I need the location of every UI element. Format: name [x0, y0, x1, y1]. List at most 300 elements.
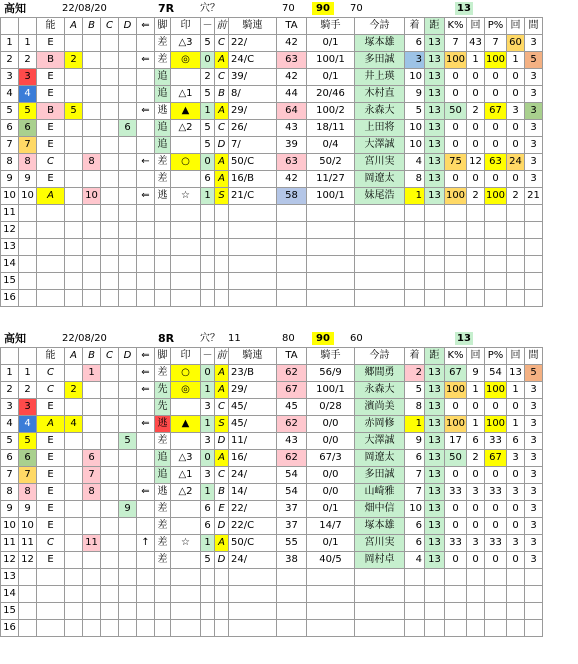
rank-d[interactable]	[119, 382, 137, 399]
distance[interactable]: 13	[425, 120, 445, 137]
row-number[interactable]: 1	[1, 35, 19, 52]
kisou-rate[interactable]: 14/	[229, 484, 277, 501]
prev-grade[interactable]: A	[215, 365, 229, 382]
empty-cell[interactable]	[137, 273, 155, 290]
rank-c[interactable]	[101, 535, 119, 552]
k-count[interactable]: 1	[467, 52, 485, 69]
prediction-mark[interactable]: ☆	[171, 535, 201, 552]
empty-cell[interactable]	[277, 256, 307, 273]
prediction-mark[interactable]	[171, 518, 201, 535]
rank-c[interactable]	[101, 188, 119, 205]
k-count[interactable]: 1	[467, 416, 485, 433]
trainer-name[interactable]: 多田誠	[355, 467, 405, 484]
rank-b[interactable]	[83, 518, 101, 535]
rank-d[interactable]	[119, 52, 137, 69]
empty-cell[interactable]	[137, 239, 155, 256]
arrow-mark[interactable]	[137, 501, 155, 518]
rank-d[interactable]	[119, 552, 137, 569]
empty-cell[interactable]	[83, 222, 101, 239]
empty-cell[interactable]	[155, 222, 171, 239]
empty-cell[interactable]	[277, 290, 307, 307]
interval[interactable]: 3	[525, 103, 543, 120]
prediction-mark[interactable]: △2	[171, 120, 201, 137]
row-number[interactable]: 10	[1, 518, 19, 535]
rank-c[interactable]	[101, 382, 119, 399]
empty-cell[interactable]	[155, 586, 171, 603]
empty-cell[interactable]	[485, 273, 507, 290]
gate-number[interactable]: 6	[19, 120, 37, 137]
prev-grade[interactable]: C	[215, 35, 229, 52]
empty-cell[interactable]	[19, 620, 37, 637]
ta-value[interactable]: 42	[277, 69, 307, 86]
rank-a[interactable]	[65, 365, 83, 382]
k-count[interactable]: 1	[467, 382, 485, 399]
empty-cell[interactable]	[485, 222, 507, 239]
empty-cell[interactable]	[229, 620, 277, 637]
trainer-name[interactable]: 大澤誠	[355, 433, 405, 450]
empty-cell[interactable]	[101, 586, 119, 603]
rank-a[interactable]	[65, 188, 83, 205]
finish-position[interactable]: 4	[405, 552, 425, 569]
empty-cell[interactable]	[277, 205, 307, 222]
row-number[interactable]: 7	[1, 467, 19, 484]
rank-b[interactable]	[83, 552, 101, 569]
empty-cell[interactable]	[19, 256, 37, 273]
empty-cell[interactable]	[171, 290, 201, 307]
jockey-rate[interactable]: 40/5	[307, 552, 355, 569]
trainer-name[interactable]: 濱尚美	[355, 399, 405, 416]
jockey-rate[interactable]: 11/27	[307, 171, 355, 188]
distance[interactable]: 13	[425, 365, 445, 382]
trainer-name[interactable]: 永森大	[355, 382, 405, 399]
prev-position[interactable]: 3	[201, 433, 215, 450]
empty-cell[interactable]	[215, 222, 229, 239]
ability-grade[interactable]: B	[37, 52, 65, 69]
rank-d[interactable]	[119, 518, 137, 535]
distance[interactable]: 13	[425, 518, 445, 535]
arrow-mark[interactable]	[137, 120, 155, 137]
prev-position[interactable]: 5	[201, 35, 215, 52]
p-count[interactable]: 2	[507, 188, 525, 205]
k-count[interactable]: 6	[467, 433, 485, 450]
empty-cell[interactable]	[171, 256, 201, 273]
jockey-rate[interactable]: 14/7	[307, 518, 355, 535]
rank-d[interactable]	[119, 69, 137, 86]
running-style[interactable]: 差	[155, 52, 171, 69]
rank-b[interactable]: 10	[83, 188, 101, 205]
empty-cell[interactable]	[155, 569, 171, 586]
distance[interactable]: 13	[425, 188, 445, 205]
empty-cell[interactable]	[229, 205, 277, 222]
empty-cell[interactable]	[119, 290, 137, 307]
ta-value[interactable]: 54	[277, 484, 307, 501]
gate-number[interactable]: 6	[19, 450, 37, 467]
p-count[interactable]: 3	[507, 535, 525, 552]
rank-d[interactable]: 5	[119, 433, 137, 450]
finish-position[interactable]: 2	[405, 365, 425, 382]
empty-cell[interactable]	[101, 273, 119, 290]
p-percent[interactable]: 0	[485, 399, 507, 416]
rank-a[interactable]	[65, 433, 83, 450]
empty-cell[interactable]	[467, 239, 485, 256]
empty-cell[interactable]	[467, 290, 485, 307]
empty-cell[interactable]	[83, 239, 101, 256]
empty-cell[interactable]	[405, 239, 425, 256]
jockey-rate[interactable]: 50/2	[307, 154, 355, 171]
k-count[interactable]: 0	[467, 120, 485, 137]
empty-cell[interactable]	[307, 569, 355, 586]
empty-cell[interactable]	[119, 222, 137, 239]
empty-cell[interactable]	[355, 205, 405, 222]
empty-cell[interactable]	[155, 603, 171, 620]
k-count[interactable]: 2	[467, 450, 485, 467]
ta-value[interactable]: 67	[277, 382, 307, 399]
empty-cell[interactable]	[119, 256, 137, 273]
kisou-rate[interactable]: 8/	[229, 86, 277, 103]
empty-cell[interactable]	[425, 222, 445, 239]
empty-cell[interactable]	[405, 256, 425, 273]
row-number[interactable]: 9	[1, 171, 19, 188]
empty-cell[interactable]	[485, 603, 507, 620]
running-style[interactable]: 差	[155, 501, 171, 518]
rank-c[interactable]	[101, 120, 119, 137]
rank-b[interactable]: 8	[83, 484, 101, 501]
empty-cell[interactable]	[307, 256, 355, 273]
empty-cell[interactable]	[355, 620, 405, 637]
trainer-name[interactable]: 木村直	[355, 86, 405, 103]
row-number[interactable]: 4	[1, 86, 19, 103]
ta-value[interactable]: 64	[277, 103, 307, 120]
rank-d[interactable]	[119, 171, 137, 188]
empty-cell[interactable]	[355, 586, 405, 603]
finish-position[interactable]: 10	[405, 69, 425, 86]
prev-grade[interactable]: A	[215, 535, 229, 552]
trainer-name[interactable]: 大澤誠	[355, 137, 405, 154]
empty-cell[interactable]	[307, 290, 355, 307]
kisou-rate[interactable]: 29/	[229, 382, 277, 399]
empty-cell[interactable]	[215, 569, 229, 586]
p-percent[interactable]: 63	[485, 154, 507, 171]
empty-cell[interactable]	[485, 205, 507, 222]
k-count[interactable]: 0	[467, 171, 485, 188]
k-percent[interactable]: 7	[445, 35, 467, 52]
ability-grade[interactable]: E	[37, 137, 65, 154]
k-count[interactable]: 9	[467, 365, 485, 382]
prediction-mark[interactable]: ▲	[171, 416, 201, 433]
rank-a[interactable]	[65, 450, 83, 467]
k-count[interactable]: 0	[467, 69, 485, 86]
ta-value[interactable]: 58	[277, 188, 307, 205]
jockey-rate[interactable]: 100/1	[307, 52, 355, 69]
empty-cell[interactable]	[405, 222, 425, 239]
p-count[interactable]: 3	[507, 450, 525, 467]
jockey-rate[interactable]: 0/4	[307, 137, 355, 154]
empty-cell[interactable]	[307, 205, 355, 222]
rank-d[interactable]	[119, 137, 137, 154]
empty-cell[interactable]	[19, 603, 37, 620]
interval[interactable]: 3	[525, 154, 543, 171]
empty-cell[interactable]	[525, 586, 543, 603]
prev-grade[interactable]: A	[215, 171, 229, 188]
trainer-name[interactable]: 岡遼太	[355, 450, 405, 467]
empty-cell[interactable]	[425, 239, 445, 256]
empty-cell[interactable]	[171, 569, 201, 586]
empty-cell[interactable]	[507, 273, 525, 290]
rank-b[interactable]: 1	[83, 365, 101, 382]
gate-number[interactable]: 12	[19, 552, 37, 569]
rank-d[interactable]: 9	[119, 501, 137, 518]
interval[interactable]: 3	[525, 433, 543, 450]
kisou-rate[interactable]: 22/	[229, 501, 277, 518]
rank-a[interactable]: 2	[65, 52, 83, 69]
row-number[interactable]: 3	[1, 399, 19, 416]
rank-a[interactable]	[65, 399, 83, 416]
empty-cell[interactable]	[525, 603, 543, 620]
k-percent[interactable]: 0	[445, 137, 467, 154]
empty-cell[interactable]	[65, 239, 83, 256]
empty-cell[interactable]	[155, 290, 171, 307]
empty-cell[interactable]	[507, 222, 525, 239]
empty-cell[interactable]	[467, 222, 485, 239]
rank-d[interactable]	[119, 484, 137, 501]
kisou-rate[interactable]: 26/	[229, 120, 277, 137]
row-number[interactable]: 3	[1, 69, 19, 86]
k-count[interactable]: 3	[467, 484, 485, 501]
prev-grade[interactable]: D	[215, 137, 229, 154]
empty-cell[interactable]	[101, 222, 119, 239]
empty-cell[interactable]	[19, 586, 37, 603]
empty-cell[interactable]	[277, 603, 307, 620]
k-count[interactable]: 0	[467, 467, 485, 484]
ability-grade[interactable]: C	[37, 154, 65, 171]
prev-grade[interactable]: A	[215, 52, 229, 69]
empty-cell[interactable]	[215, 603, 229, 620]
prev-position[interactable]: 2	[201, 69, 215, 86]
empty-cell[interactable]	[83, 273, 101, 290]
prediction-mark[interactable]: ◎	[171, 382, 201, 399]
empty-cell[interactable]	[201, 290, 215, 307]
empty-cell[interactable]	[137, 222, 155, 239]
row-number[interactable]: 8	[1, 484, 19, 501]
empty-cell[interactable]	[445, 569, 467, 586]
empty-cell[interactable]	[155, 620, 171, 637]
rank-c[interactable]	[101, 86, 119, 103]
ta-value[interactable]: 42	[277, 171, 307, 188]
empty-cell[interactable]	[137, 256, 155, 273]
kisou-rate[interactable]: 24/C	[229, 52, 277, 69]
empty-cell[interactable]	[83, 569, 101, 586]
distance[interactable]: 13	[425, 501, 445, 518]
empty-cell[interactable]	[201, 256, 215, 273]
rank-d[interactable]	[119, 86, 137, 103]
finish-position[interactable]: 9	[405, 86, 425, 103]
prev-position[interactable]: 1	[201, 535, 215, 552]
row-number[interactable]: 1	[1, 365, 19, 382]
p-count[interactable]: 0	[507, 171, 525, 188]
rank-c[interactable]	[101, 399, 119, 416]
k-count[interactable]: 0	[467, 501, 485, 518]
empty-cell[interactable]	[277, 569, 307, 586]
empty-cell[interactable]	[201, 239, 215, 256]
jockey-rate[interactable]: 67/3	[307, 450, 355, 467]
k-count[interactable]: 0	[467, 399, 485, 416]
p-percent[interactable]: 67	[485, 450, 507, 467]
jockey-rate[interactable]: 0/1	[307, 501, 355, 518]
prev-position[interactable]: 0	[201, 365, 215, 382]
interval[interactable]: 3	[525, 137, 543, 154]
running-style[interactable]: 差	[155, 365, 171, 382]
prev-position[interactable]: 0	[201, 52, 215, 69]
k-percent[interactable]: 0	[445, 501, 467, 518]
empty-cell[interactable]	[425, 273, 445, 290]
k-count[interactable]: 0	[467, 137, 485, 154]
p-percent[interactable]: 0	[485, 171, 507, 188]
p-count[interactable]: 0	[507, 137, 525, 154]
empty-cell[interactable]	[485, 239, 507, 256]
interval[interactable]: 3	[525, 69, 543, 86]
ability-grade[interactable]: E	[37, 399, 65, 416]
empty-cell[interactable]	[445, 290, 467, 307]
kisou-rate[interactable]: 50/C	[229, 535, 277, 552]
empty-cell[interactable]	[355, 239, 405, 256]
empty-cell[interactable]	[229, 290, 277, 307]
arrow-mark[interactable]: ↑	[137, 535, 155, 552]
trainer-name[interactable]: 宮川実	[355, 154, 405, 171]
p-percent[interactable]: 0	[485, 518, 507, 535]
gate-number[interactable]: 3	[19, 399, 37, 416]
rank-d[interactable]: 6	[119, 120, 137, 137]
kisou-rate[interactable]: 24/	[229, 552, 277, 569]
empty-cell[interactable]	[101, 239, 119, 256]
empty-cell[interactable]	[277, 239, 307, 256]
rank-b[interactable]	[83, 433, 101, 450]
p-count[interactable]: 3	[507, 103, 525, 120]
interval[interactable]: 3	[525, 501, 543, 518]
interval[interactable]: 3	[525, 416, 543, 433]
empty-cell[interactable]	[19, 290, 37, 307]
empty-cell[interactable]	[101, 256, 119, 273]
rank-a[interactable]	[65, 69, 83, 86]
running-style[interactable]: 差	[155, 433, 171, 450]
gate-number[interactable]: 2	[19, 52, 37, 69]
empty-cell[interactable]	[65, 205, 83, 222]
rank-b[interactable]	[83, 399, 101, 416]
ability-grade[interactable]: E	[37, 501, 65, 518]
k-percent[interactable]: 33	[445, 535, 467, 552]
empty-cell[interactable]	[507, 239, 525, 256]
running-style[interactable]: 先	[155, 399, 171, 416]
running-style[interactable]: 差	[155, 171, 171, 188]
distance[interactable]: 13	[425, 52, 445, 69]
p-percent[interactable]: 0	[485, 137, 507, 154]
prev-position[interactable]: 5	[201, 552, 215, 569]
finish-position[interactable]: 10	[405, 501, 425, 518]
finish-position[interactable]: 1	[405, 416, 425, 433]
row-number[interactable]: 5	[1, 433, 19, 450]
empty-cell[interactable]	[229, 256, 277, 273]
empty-cell[interactable]	[101, 205, 119, 222]
arrow-mark[interactable]: ⇐	[137, 52, 155, 69]
distance[interactable]: 13	[425, 399, 445, 416]
interval[interactable]: 3	[525, 535, 543, 552]
empty-cell[interactable]	[507, 205, 525, 222]
prev-position[interactable]: 1	[201, 382, 215, 399]
empty-cell[interactable]	[83, 603, 101, 620]
prev-grade[interactable]: B	[215, 484, 229, 501]
empty-cell[interactable]	[37, 569, 65, 586]
ta-value[interactable]: 62	[277, 450, 307, 467]
k-percent[interactable]: 100	[445, 52, 467, 69]
empty-cell[interactable]	[83, 205, 101, 222]
finish-position[interactable]: 4	[405, 154, 425, 171]
prev-grade[interactable]: C	[215, 467, 229, 484]
row-number[interactable]: 4	[1, 416, 19, 433]
prediction-mark[interactable]: ○	[171, 365, 201, 382]
prediction-mark[interactable]	[171, 171, 201, 188]
ability-grade[interactable]: E	[37, 552, 65, 569]
jockey-rate[interactable]: 18/11	[307, 120, 355, 137]
empty-cell[interactable]	[201, 603, 215, 620]
running-style[interactable]: 差	[155, 552, 171, 569]
jockey-rate[interactable]: 0/1	[307, 35, 355, 52]
empty-cell[interactable]	[137, 569, 155, 586]
row-number[interactable]: 6	[1, 120, 19, 137]
arrow-mark[interactable]: ⇐	[137, 484, 155, 501]
ability-grade[interactable]: E	[37, 35, 65, 52]
distance[interactable]: 13	[425, 484, 445, 501]
p-count[interactable]: 0	[507, 552, 525, 569]
trainer-name[interactable]: 山崎雅	[355, 484, 405, 501]
empty-cell[interactable]	[277, 273, 307, 290]
running-style[interactable]: 追	[155, 467, 171, 484]
empty-cell[interactable]	[119, 603, 137, 620]
empty-cell[interactable]	[119, 586, 137, 603]
p-count[interactable]: 0	[507, 518, 525, 535]
k-count[interactable]: 2	[467, 188, 485, 205]
rank-b[interactable]	[83, 416, 101, 433]
arrow-mark[interactable]	[137, 450, 155, 467]
gate-number[interactable]: 1	[19, 35, 37, 52]
interval[interactable]: 21	[525, 188, 543, 205]
empty-cell[interactable]	[425, 256, 445, 273]
p-count[interactable]: 1	[507, 416, 525, 433]
running-style[interactable]: 追	[155, 137, 171, 154]
empty-cell[interactable]	[485, 586, 507, 603]
k-percent[interactable]: 0	[445, 552, 467, 569]
running-style[interactable]: 追	[155, 450, 171, 467]
kisou-rate[interactable]: 45/	[229, 416, 277, 433]
k-percent[interactable]: 0	[445, 171, 467, 188]
prediction-mark[interactable]: ▲	[171, 103, 201, 120]
rank-a[interactable]: 4	[65, 416, 83, 433]
prev-position[interactable]: 6	[201, 171, 215, 188]
k-percent[interactable]: 50	[445, 450, 467, 467]
interval[interactable]: 3	[525, 484, 543, 501]
empty-cell[interactable]	[467, 603, 485, 620]
jockey-rate[interactable]: 100/1	[307, 188, 355, 205]
distance[interactable]: 13	[425, 433, 445, 450]
prev-grade[interactable]: D	[215, 552, 229, 569]
distance[interactable]: 13	[425, 535, 445, 552]
running-style[interactable]: 追	[155, 86, 171, 103]
row-number[interactable]: 8	[1, 154, 19, 171]
empty-cell[interactable]	[525, 273, 543, 290]
arrow-mark[interactable]: ⇐	[137, 382, 155, 399]
ta-value[interactable]: 45	[277, 399, 307, 416]
kisou-rate[interactable]: 23/B	[229, 365, 277, 382]
finish-position[interactable]: 9	[405, 433, 425, 450]
empty-cell[interactable]	[445, 620, 467, 637]
